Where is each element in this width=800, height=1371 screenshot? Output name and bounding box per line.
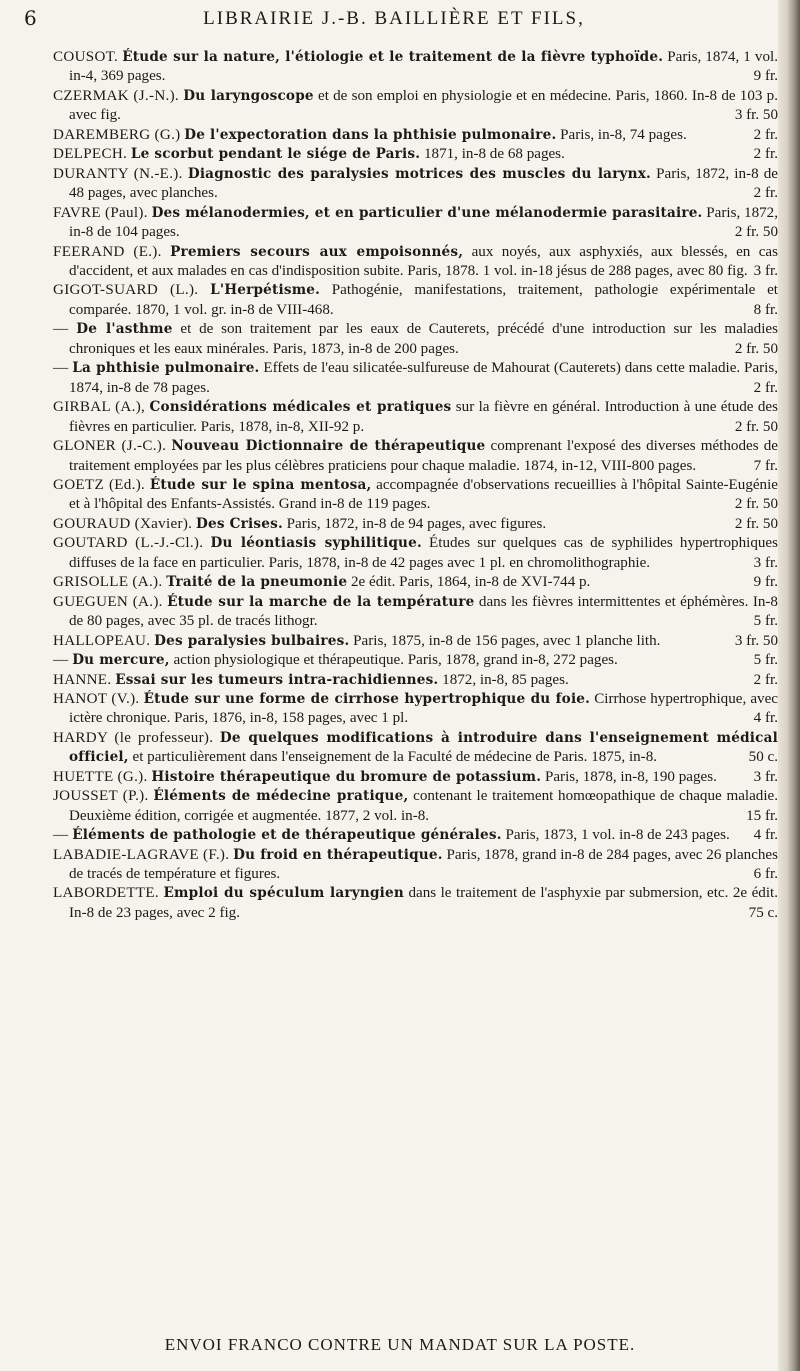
entry-price: 2 fr. 50: [734, 418, 778, 435]
entry-author: —: [53, 827, 69, 844]
entry-title: Le scorbut pendant le siége de Paris.: [130, 146, 421, 163]
entry-details: dans les fièvres intermittentes et éphémères. In-8 de 80 pages, avec 35 pl. de tracés lithogr.: [69, 593, 778, 630]
entry-details: Paris, 1872, in-8 de 94 pages, avec figures.: [286, 515, 547, 532]
entry-title: Diagnostic des paralysies motrices des muscles du larynx.: [187, 165, 651, 182]
entry-author: LABORDETTE.: [53, 885, 160, 902]
entry-author: HANNE.: [53, 671, 112, 688]
catalog-entry: [53, 398, 778, 437]
entry-title: L'Herpétisme.: [210, 282, 321, 299]
entry-details: et particulièrement dans l'enseignement de la Faculté de médecine de Paris. 1875, in-8.: [132, 749, 658, 766]
catalog-entry: [53, 87, 778, 126]
catalog-entry: [53, 515, 778, 534]
entry-price: 9 fr.: [753, 574, 778, 591]
catalog-entry: [53, 476, 778, 515]
catalog-entry: [53, 243, 778, 282]
entry-details: Paris, 1878, in-8, 190 pages.: [544, 768, 717, 785]
entry-details: Paris, 1875, in-8 de 156 pages, avec 1 planche lith.: [353, 632, 661, 649]
page-number: 6: [24, 6, 37, 30]
entry-author: GOETZ (Ed.).: [53, 476, 146, 493]
entry-details: Paris, 1878, grand in-8 de 284 pages, avec 26 planches de tracés de température et figures.: [69, 846, 779, 883]
entry-title: Du froid en thérapeutique.: [233, 846, 443, 863]
entry-author: GLONER (J.-C.).: [53, 438, 167, 455]
entry-price: 6 fr.: [753, 866, 778, 883]
entry-price: 8 fr.: [753, 301, 778, 318]
entry-author: CZERMAK (J.-N.).: [53, 87, 180, 104]
entry-details: Cirrhose hypertrophique, avec ictère chronique. Paris, 1876, in-8, 158 pages, avec 1 pl.: [69, 690, 778, 727]
entry-price: 5 fr.: [753, 652, 778, 669]
entry-details: Paris, 1872, in-8 de 48 pages, avec planches.: [69, 165, 779, 202]
entry-title: Étude sur la nature, l'étiologie et le traitement de la fièvre typhoïde.: [122, 49, 664, 65]
entry-details: contenant le traitement homœopathique de chaque maladie. Deuxième édition, corrigée et augmentée. 1877, 2 vol. in-8.: [69, 788, 778, 824]
entry-details: Effets de l'eau silicatée-sulfureuse de Mahourat (Cauterets) dans cette maladie. Paris, 1874, in-8 de 78 pages.: [69, 360, 779, 396]
entry-price: 3 fr.: [753, 768, 778, 785]
entry-price: 2 fr.: [753, 671, 778, 688]
entry-price: 2 fr.: [753, 146, 778, 163]
entry-author: GIRBAL (A.),: [53, 399, 146, 416]
entry-author: HANOT (V.).: [53, 690, 140, 707]
catalog-entry: [53, 165, 778, 204]
entry-title: Des Crises.: [196, 515, 283, 532]
entry-title: Du mercure,: [72, 652, 170, 669]
entry-title: Éléments de médecine pratique,: [153, 788, 409, 805]
catalog-entry: [53, 690, 778, 729]
entry-price: 3 fr.: [753, 554, 778, 571]
entry-author: HALLOPEAU.: [53, 632, 151, 649]
entry-details: dans le traitement de l'asphyxie par submersion, etc. 2e édit. In-8 de 23 pages, avec 2 fig.: [69, 885, 778, 921]
entry-title: Éléments de pathologie et de thérapeutique générales.: [72, 827, 502, 844]
catalog-entry: [53, 204, 778, 243]
entry-author: —: [53, 360, 69, 377]
entry-price: 2 fr.: [753, 379, 778, 396]
page-edge-shadow: [778, 0, 800, 1371]
catalog-entry: [53, 126, 778, 145]
catalog-entry: [53, 281, 778, 320]
entry-title: Traité de la pneumonie: [166, 574, 348, 591]
entry-details: Études sur quelques cas de syphilides hypertrophiques diffuses de la face en particulier. Paris, 1878, in-8 de 42 pages avec 1 pl. en chromolithographie.: [69, 535, 778, 571]
entry-details: Paris, 1872, in-8 de 104 pages.: [69, 204, 778, 241]
entry-price: 75 c.: [748, 904, 778, 921]
entry-price: 50 c.: [748, 749, 778, 766]
entry-author: —: [53, 321, 69, 338]
catalog-entry: [53, 787, 778, 826]
entry-author: FAVRE (Paul).: [53, 204, 148, 221]
entry-author: HUETTE (G.).: [53, 768, 148, 785]
entry-details: Paris, in-8, 74 pages.: [560, 126, 687, 143]
catalog-entry: [53, 826, 778, 845]
entry-details: 1871, in-8 de 68 pages.: [423, 146, 565, 163]
entry-details: 2e édit. Paris, 1864, in-8 de XVI-744 p.: [350, 574, 591, 591]
entry-price: 3 fr. 50: [734, 107, 778, 124]
entry-title: Emploi du spéculum laryngien: [163, 885, 404, 902]
entry-price: 2 fr. 50: [734, 496, 778, 513]
entry-author: DELPECH.: [53, 146, 128, 163]
catalog-entries: [53, 48, 778, 923]
running-head: LIBRAIRIE J.-B. BAILLIÈRE ET FILS,: [203, 8, 585, 29]
entry-title: La phthisie pulmonaire.: [72, 360, 260, 377]
entry-price: 2 fr. 50: [734, 224, 778, 241]
entry-price: 15 fr.: [746, 807, 778, 824]
catalog-entry: [53, 632, 778, 651]
entry-title: Considérations médicales et pratiques: [149, 399, 452, 416]
entry-price: 3 fr.: [753, 262, 778, 279]
entry-title: Essai sur les tumeurs intra-rachidiennes.: [115, 671, 439, 688]
entry-title: Histoire thérapeutique du bromure de potassium.: [151, 768, 542, 785]
entry-title: Du léontiasis syphilitique.: [210, 535, 422, 552]
catalog-entry: [53, 145, 778, 164]
entry-author: LABADIE-LAGRAVE (F.).: [53, 846, 230, 863]
entry-author: DURANTY (N.-E.).: [53, 165, 183, 182]
entry-price: 7 fr.: [753, 457, 778, 474]
entry-title: Étude sur la marche de la température: [167, 593, 475, 610]
entry-details: et de son emploi en physiologie et en médecine. Paris, 1860. In-8 de 103 p. avec fig.: [69, 87, 778, 124]
entry-details: 1872, in-8, 85 pages.: [442, 671, 569, 688]
entry-author: —: [53, 652, 69, 669]
entry-title: De l'asthme: [76, 321, 173, 338]
entry-price: 2 fr.: [753, 126, 778, 143]
catalog-entry: [53, 593, 778, 632]
entry-price: 9 fr.: [753, 68, 778, 85]
entry-price: 5 fr.: [753, 613, 778, 630]
entry-price: 3 fr. 50: [734, 632, 778, 649]
catalog-entry: [53, 573, 778, 592]
entry-details: Paris, 1873, 1 vol. in-8 de 243 pages.: [505, 827, 730, 844]
entry-author: GOURAUD (Xavier).: [53, 515, 193, 532]
entry-details: Paris, 1874, 1 vol. in-4, 369 pages.: [69, 49, 778, 85]
entry-details: sur la fièvre en général. Introduction à une étude des fièvres en particulier. Paris, 1878, in-8, XII-92 p.: [69, 399, 778, 435]
entry-price: 4 fr.: [753, 827, 778, 844]
entry-price: 2 fr. 50: [734, 340, 778, 357]
entry-price: 4 fr.: [753, 710, 778, 727]
entry-title: Du laryngoscope: [183, 87, 314, 104]
entry-author: JOUSSET (P.).: [53, 788, 149, 805]
entry-details: et de son traitement par les eaux de Cauterets, précédé d'une introduction sur les maladies chroniques et les eaux minérales. Paris, 1873, in-8 de 200 pages.: [69, 321, 778, 357]
entry-title: Des paralysies bulbaires.: [154, 632, 350, 649]
catalog-entry: [53, 534, 778, 573]
catalog-entry: [53, 768, 778, 787]
entry-details: aux noyés, aux asphyxiés, aux blessés, en cas d'accident, et aux malades en cas d'indisposition subite. Paris, 1878. 1 vol. in-18 jésus de 288 pages, avec 80 fig.: [69, 243, 778, 279]
entry-price: 2 fr. 50: [734, 515, 778, 532]
catalog-entry: [53, 884, 778, 923]
entry-title: De l'expectoration dans la phthisie pulmonaire.: [184, 126, 557, 143]
entry-title: Nouveau Dictionnaire de thérapeutique: [171, 438, 486, 455]
catalog-entry: [53, 359, 778, 398]
entry-details: action physiologique et thérapeutique. Paris, 1878, grand in-8, 272 pages.: [173, 652, 618, 669]
entry-details: comprenant l'exposé des diverses méthodes de traitement employées par les plus célèbres praticiens pour chaque maladie. 1874, in-12, VIII-800 pages.: [69, 438, 778, 474]
entry-author: HARDY (le professeur).: [53, 729, 214, 746]
entry-title: Premiers secours aux empoisonnés,: [170, 243, 464, 260]
entry-title: Des mélanodermies, et en particulier d'une mélanodermie parasitaire.: [151, 204, 703, 221]
entry-title: De quelques modifications à introduire dans l'enseignement médical officiel,: [69, 729, 778, 766]
entry-author: DAREMBERG (G.): [53, 126, 181, 143]
catalog-entry: [53, 846, 778, 885]
catalog-entry: [53, 437, 778, 476]
entry-title: Étude sur le spina mentosa,: [149, 476, 372, 493]
catalog-entry: [53, 48, 778, 87]
entry-author: GUEGUEN (A.).: [53, 593, 163, 610]
entry-author: FEERAND (E.).: [53, 243, 162, 260]
catalog-entry: [53, 671, 778, 690]
entry-author: GRISOLLE (A.).: [53, 574, 163, 591]
entry-details: Pathogénie, manifestations, traitement, pathologie expérimentale et comparée. 1870, 1 vol. gr. in-8 de VIII-468.: [69, 282, 778, 318]
entry-title: Étude sur une forme de cirrhose hypertrophique du foie.: [143, 690, 591, 707]
catalog-entry: [53, 729, 778, 768]
page-header: [24, 4, 764, 44]
catalog-entry: [53, 320, 778, 359]
entry-author: GOUTARD (L.-J.-Cl.).: [53, 535, 204, 552]
page-footer: ENVOI FRANCO CONTRE UN MANDAT SUR LA POSTE.: [164, 1335, 636, 1354]
entry-details: accompagnée d'observations recueillies à l'hôpital Sainte-Eugénie et à l'hôpital des Enfants-Assistés. Grand in-8 de 119 pages.: [69, 476, 779, 513]
entry-author: COUSOT.: [53, 49, 119, 65]
entry-price: 2 fr.: [753, 185, 778, 202]
catalog-entry: [53, 651, 778, 670]
entry-author: GIGOT-SUARD (L.).: [53, 282, 199, 299]
